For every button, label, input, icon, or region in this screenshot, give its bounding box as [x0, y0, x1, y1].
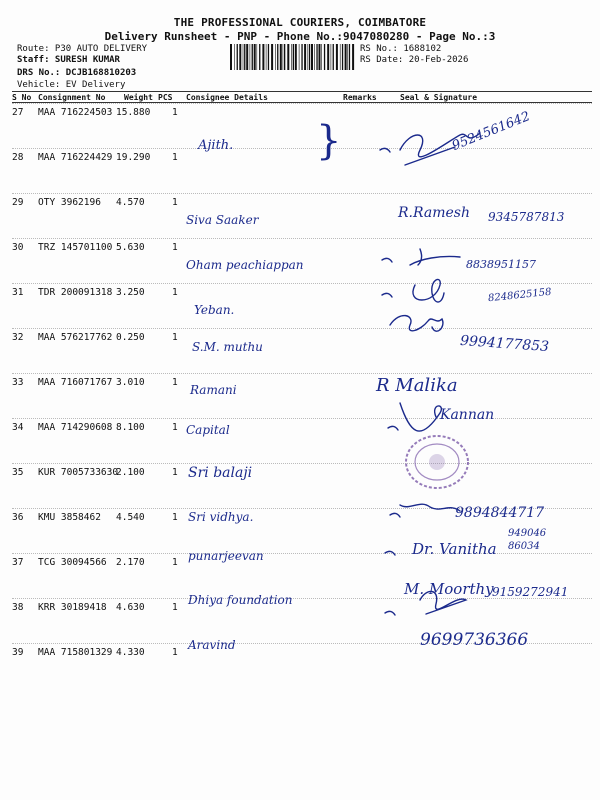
header-top-rule	[12, 91, 592, 92]
row-consignment-no: TRZ 145701100	[38, 242, 113, 253]
handwritten-phone: 9345787813	[488, 210, 565, 224]
row-pcs: 1	[172, 107, 178, 118]
row-pcs: 1	[172, 512, 178, 523]
handwritten-phone: 9159272941	[492, 585, 569, 599]
handwritten-signature: Kannan	[440, 407, 495, 423]
row-weight: 19.290	[116, 152, 151, 163]
row-pcs: 1	[172, 467, 178, 478]
row-weight: 8.100	[116, 422, 145, 433]
row-sno: 31	[12, 287, 24, 298]
col-weight: Weight	[124, 93, 153, 102]
runsheet-title: THE PROFESSIONAL COURIERS, COIMBATORE	[173, 16, 427, 29]
row-pcs: 1	[172, 197, 178, 208]
col-sno: S No	[12, 93, 32, 102]
handwritten-name: Dhiya foundation	[188, 593, 293, 607]
handwritten-phone: 9699736366	[420, 630, 529, 650]
handwritten-name: Ramani	[190, 383, 237, 397]
row-sno: 27	[12, 107, 24, 118]
handwritten-name: Yeban.	[194, 303, 235, 317]
row-sno: 29	[12, 197, 24, 208]
row-sno: 34	[12, 422, 24, 433]
row-pcs: 1	[172, 152, 178, 163]
row-pcs: 1	[172, 557, 178, 568]
row-pcs: 1	[172, 242, 178, 253]
handwritten-signature: Dr. Vanitha	[412, 540, 497, 558]
row-consignment-no: MAA 576217762	[38, 332, 113, 343]
row-consignment-no: KRR 30189418	[38, 602, 107, 613]
row-sno: 36	[12, 512, 24, 523]
delivery-stamp-seal	[402, 432, 472, 492]
handwritten-name: Siva Saaker	[186, 213, 259, 227]
row-pcs: 1	[172, 377, 178, 388]
row-consignment-no: KUR 7005733630	[38, 467, 119, 478]
row-consignment-no: TCG 30094566	[38, 557, 107, 568]
col-pcs: PCS	[158, 93, 173, 102]
row-consignment-no: TDR 200091318	[38, 287, 113, 298]
row-weight: 15.880	[116, 107, 151, 118]
handwritten-phone: 949046 86034	[508, 528, 547, 552]
runsheet-subtitle: Delivery Runsheet - PNP - Phone No.:9047080280 - Page No.:3	[104, 30, 496, 43]
row-weight: 4.570	[116, 197, 145, 208]
row-weight: 4.630	[116, 602, 145, 613]
row-consignment-no: MAA 715801329	[38, 647, 113, 658]
row-consignment-no: OTY 3962196	[38, 197, 101, 208]
row-weight: 0.250	[116, 332, 145, 343]
row-pcs: 1	[172, 602, 178, 613]
row-weight: 2.170	[116, 557, 145, 568]
handwritten-phone: 8248625158	[487, 286, 553, 305]
row-sno: 30	[12, 242, 24, 253]
row-weight: 3.250	[116, 287, 145, 298]
handwritten-name: punarjeevan	[188, 549, 264, 563]
row-pcs: 1	[172, 647, 178, 658]
vehicle-info: Vehicle: EV Delivery	[17, 80, 126, 90]
handwritten-name: S.M. muthu	[192, 340, 263, 354]
col-remarks: Remarks	[343, 93, 377, 102]
rs-number: RS No.: 1688102	[360, 44, 442, 54]
row-weight: 4.540	[116, 512, 145, 523]
col-seal-signature: Seal & Signature	[400, 93, 478, 102]
handwritten-name: Ajith.	[198, 138, 234, 153]
row-sno: 32	[12, 332, 24, 343]
row-sno: 39	[12, 647, 24, 658]
handwritten-phone: 9894844717	[455, 505, 545, 521]
handwritten-signature: R.Ramesh	[398, 205, 470, 221]
row-consignment-no: KMU 3858462	[38, 512, 101, 523]
handwritten-name: Aravind	[188, 638, 236, 652]
handwritten-name: Sri balaji	[188, 465, 253, 481]
row-consignment-no: MAA 716224503	[38, 107, 113, 118]
row-pcs: 1	[172, 287, 178, 298]
handwritten-phone: 9524561642	[450, 109, 533, 154]
row-sno: 37	[12, 557, 24, 568]
handwritten-name: Oham peachiappan	[186, 258, 304, 272]
row-sno: 38	[12, 602, 24, 613]
row-weight: 4.330	[116, 647, 145, 658]
handwritten-phone: 9994177853	[459, 332, 550, 356]
handwritten-name: Sri vidhya.	[188, 510, 254, 524]
signature-scribbles	[370, 110, 600, 670]
row-weight: 2.100	[116, 467, 145, 478]
drs-info: DRS No.: DCJB168810203	[17, 68, 137, 78]
row-separator	[12, 103, 592, 104]
rs-date: RS Date: 20-Feb-2026	[360, 55, 469, 65]
row-weight: 5.630	[116, 242, 145, 253]
staff-info: Staff: SURESH KUMAR	[17, 55, 120, 65]
row-consignment-no: MAA 716224429	[38, 152, 113, 163]
route-info: Route: P30 AUTO DELIVERY	[17, 44, 148, 54]
handwritten-phone: 8838951157	[466, 258, 536, 271]
col-consignment: Consignment No	[38, 93, 106, 102]
row-pcs: 1	[172, 422, 178, 433]
handwritten-signature: M. Moorthy	[404, 580, 494, 598]
col-consignee: Consignee Details	[186, 93, 268, 102]
brace-mark: }	[316, 118, 342, 164]
row-sno: 33	[12, 377, 24, 388]
handwritten-signature: R Malika	[376, 375, 458, 396]
row-consignment-no: MAA 714290608	[38, 422, 113, 433]
row-sno: 28	[12, 152, 24, 163]
row-sno: 35	[12, 467, 24, 478]
row-consignment-no: MAA 716071767	[38, 377, 113, 388]
barcode	[230, 44, 355, 70]
row-pcs: 1	[172, 332, 178, 343]
handwritten-name: Capital	[186, 423, 230, 437]
row-weight: 3.010	[116, 377, 145, 388]
